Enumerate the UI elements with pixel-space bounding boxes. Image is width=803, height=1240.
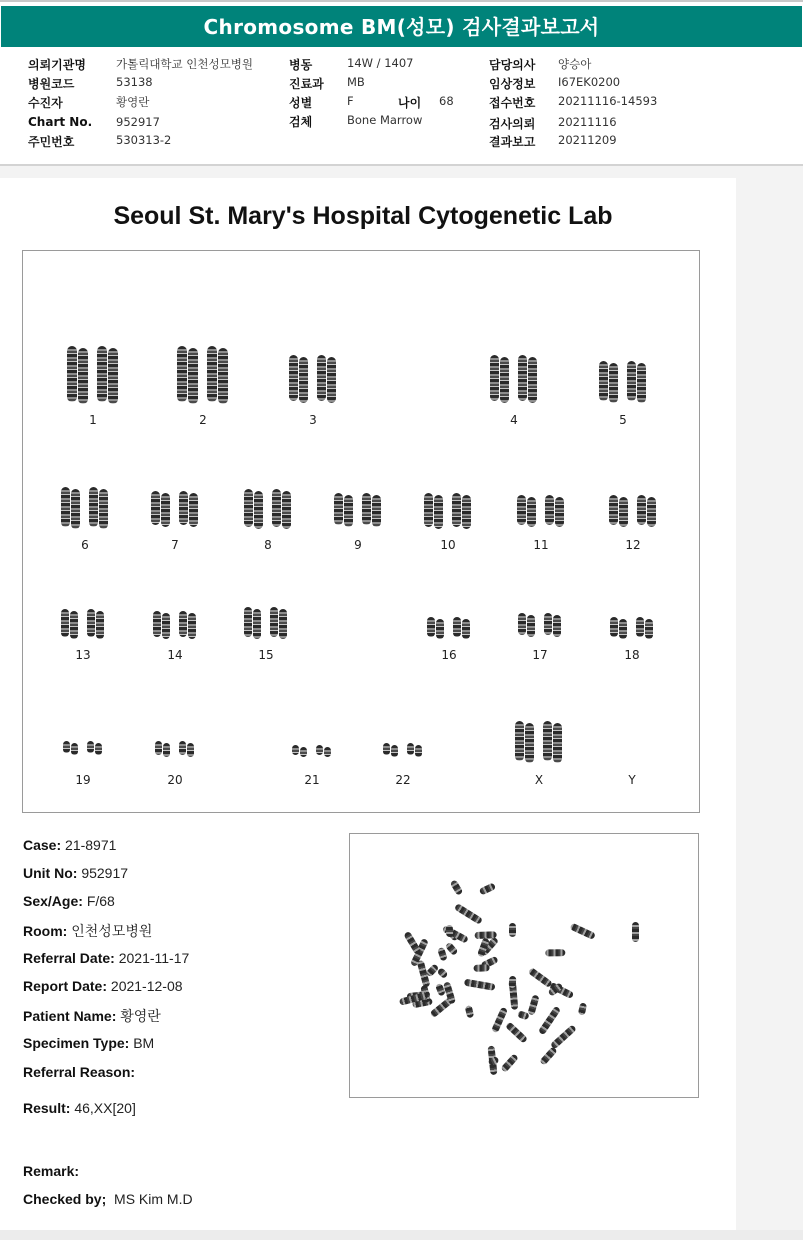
chromosome-pair-10: [424, 493, 472, 529]
chromatid: [553, 723, 562, 763]
metaphase-chromosome: [454, 903, 483, 925]
chromosome-pair-15: [244, 607, 288, 639]
chromatid: [282, 491, 291, 529]
metaphase-chromosome: [509, 976, 517, 988]
chromatid: [95, 743, 102, 755]
chromosome-pair-9: [334, 493, 382, 527]
info-value: 가톨릭대학교 인천성모병원: [116, 57, 253, 71]
chromatid: [189, 493, 198, 527]
chromatid: [407, 743, 414, 755]
chromatid: [270, 607, 278, 637]
chromosome-label: 20: [167, 773, 183, 787]
chromatid: [108, 348, 118, 404]
chromatid: [610, 617, 618, 637]
metaphase-chromosome: [527, 994, 539, 1015]
info-value: 20211116-14593: [558, 94, 658, 108]
chromatid: [609, 495, 618, 525]
chromatid: [272, 489, 281, 527]
chromosome-label: 22: [395, 773, 411, 787]
chromosome-pair-13: [61, 609, 105, 639]
chromosome-label: 11: [533, 538, 549, 552]
chromatid: [619, 619, 627, 639]
chromosome-pair-7: [151, 491, 199, 527]
chromatid: [317, 355, 326, 401]
metaphase-chromosome: [500, 1053, 519, 1073]
info-label: 진료과: [289, 77, 324, 91]
remark-row: [23, 1163, 79, 1179]
remark-label: Remark:: [23, 1163, 80, 1179]
report-date-row: [23, 978, 183, 994]
chromosome-label: 12: [625, 538, 641, 552]
chromatid: [299, 357, 308, 403]
metaphase-chromosome: [463, 979, 495, 991]
detail-label: Case:: [23, 837, 62, 853]
info-label: 주민번호: [28, 135, 75, 149]
chromatid: [179, 611, 187, 637]
chromosome-label: 21: [304, 773, 320, 787]
chromatid: [177, 346, 187, 402]
detail-label: Room:: [23, 923, 68, 939]
chromatid: [344, 495, 353, 527]
chromatid: [544, 613, 552, 635]
chromatid: [647, 497, 656, 527]
chromosome-pair-3: [289, 355, 337, 403]
result-row: [23, 1100, 136, 1116]
chromatid: [71, 489, 80, 529]
chromatid: [415, 745, 422, 757]
info-label: Chart No.: [28, 115, 93, 129]
chromatid: [527, 497, 536, 527]
chromatid: [334, 493, 343, 525]
referral-reason-row: [23, 1064, 135, 1080]
info-label: 병원코드: [28, 77, 75, 91]
chromatid: [527, 615, 535, 637]
info-label: 검체: [289, 115, 313, 129]
chromatid: [71, 743, 78, 755]
chromatid: [244, 489, 253, 527]
chromatid: [179, 741, 186, 755]
chromatid: [61, 487, 70, 527]
chromosome-pair-4: [490, 355, 538, 403]
chromatid: [99, 489, 108, 529]
chromosome-label: 2: [199, 413, 207, 427]
chromatid: [316, 745, 323, 755]
info-value: 양승아: [558, 57, 592, 71]
chromatid: [500, 357, 509, 403]
detail-value: 황영란: [120, 1008, 161, 1024]
info-label: 수진자: [28, 96, 63, 110]
chromatid: [599, 361, 608, 401]
chromatid: [324, 747, 331, 757]
info-label: 검사의뢰: [489, 117, 536, 131]
chromatid: [555, 497, 564, 527]
chromatid: [63, 741, 70, 753]
chromatid: [528, 357, 537, 403]
info-value: 68: [439, 94, 454, 108]
report-title-bar: [1, 6, 802, 47]
metaphase-chromosome: [528, 967, 553, 988]
chromosome-label: 10: [440, 538, 456, 552]
metaphase-chromosome: [550, 1024, 577, 1049]
chromosome-pair-14: [153, 611, 197, 639]
chromosome-label: 3: [309, 413, 317, 427]
chromosome-label: 5: [619, 413, 627, 427]
chromosome-pair-1: [67, 346, 119, 404]
top-border: [0, 0, 803, 2]
chromosome-label: 8: [264, 538, 272, 552]
chromatid: [279, 609, 287, 639]
chromatid: [637, 363, 646, 403]
unit-row: [23, 865, 128, 881]
detail-label: Patient Name:: [23, 1008, 117, 1024]
chromatid: [97, 346, 107, 402]
chromatid: [490, 355, 499, 401]
chromosome-pair-6: [61, 487, 109, 529]
chromatid: [434, 495, 443, 529]
bottom-scrollbar-area: [0, 1230, 803, 1240]
chromatid: [545, 495, 554, 525]
chromosome-label: 18: [624, 648, 640, 662]
chromosome-pair-20: [155, 741, 195, 757]
metaphase-chromosome: [474, 964, 490, 972]
detail-value: 952917: [81, 865, 129, 881]
chromatid: [543, 721, 552, 761]
info-value: 14W / 1407: [347, 56, 414, 70]
chromatid: [253, 609, 261, 639]
chromatid: [188, 613, 196, 639]
chromosome-label: 19: [75, 773, 91, 787]
detail-label: Sex/Age:: [23, 893, 83, 909]
info-label: 나이: [398, 96, 422, 110]
info-value: 53138: [116, 75, 153, 89]
chromatid: [462, 495, 471, 529]
chromatid: [391, 745, 398, 757]
info-value: F: [347, 94, 354, 108]
chromatid: [327, 357, 336, 403]
info-value: MB: [347, 75, 365, 89]
info-value: I67EK0200: [558, 75, 621, 89]
metaphase-chromosome: [479, 882, 496, 895]
chromatid: [462, 619, 470, 639]
chromosome-label: 1: [89, 413, 97, 427]
chromatid: [87, 741, 94, 753]
info-label: 결과보고: [489, 135, 536, 149]
chromosome-label: 16: [441, 648, 457, 662]
chromatid: [67, 346, 77, 402]
chromosome-pair-19: [63, 741, 103, 755]
chromatid: [162, 613, 170, 639]
case-row: [23, 837, 116, 853]
info-label: 임상정보: [489, 77, 536, 91]
chromatid: [244, 607, 252, 637]
chromatid: [151, 491, 160, 525]
chromosome-label: 4: [510, 413, 518, 427]
chromosome-pair-5: [599, 361, 647, 403]
chromatid: [517, 495, 526, 525]
chromatid: [70, 611, 78, 639]
metaphase-chromosome: [546, 949, 566, 956]
chromatid: [218, 348, 228, 404]
chromatid: [383, 743, 390, 755]
chromatid: [645, 619, 653, 639]
chromatid: [300, 747, 307, 757]
chromosome-label: 6: [81, 538, 89, 552]
metaphase-chromosome: [509, 923, 516, 937]
chromatid: [619, 497, 628, 527]
metaphase-chromosome: [632, 922, 639, 942]
chromatid: [637, 495, 646, 525]
chromatid: [525, 723, 534, 763]
chromosome-pair-17: [518, 613, 562, 637]
chromosome-label: Y: [628, 773, 636, 787]
checked-value: MS Kim M.D: [114, 1191, 193, 1207]
detail-value: 인천성모병원: [71, 923, 153, 939]
chromatid: [553, 615, 561, 637]
chromosome-pair-12: [609, 495, 657, 527]
chromosome-pair-8: [244, 489, 292, 529]
metaphase-chromosome: [569, 922, 596, 940]
info-value: 20211116: [558, 115, 617, 129]
metaphase-chromosome: [505, 1022, 528, 1044]
chromatid: [292, 745, 299, 755]
chromatid: [153, 611, 161, 637]
sex-age-row: [23, 893, 115, 909]
chromatid: [424, 493, 433, 527]
chromatid: [452, 493, 461, 527]
chromatid: [61, 609, 69, 637]
chromatid: [161, 493, 170, 527]
chromatid: [87, 609, 95, 637]
checked-by-row: [23, 1191, 193, 1207]
chromosome-pair-11: [517, 495, 565, 527]
metaphase-chromosome: [465, 1006, 474, 1019]
info-label: 의뢰기관명: [28, 58, 86, 72]
checked-label: Checked by;: [23, 1191, 107, 1207]
chromatid: [636, 617, 644, 637]
chromatid: [515, 721, 524, 761]
chromatid: [254, 491, 263, 529]
chromatid: [207, 346, 217, 402]
chromosome-label: 14: [167, 648, 183, 662]
chromosome-label: X: [534, 773, 544, 787]
chromosome-pair-16: [427, 617, 471, 639]
patient-info-panel: [0, 47, 803, 165]
info-label: 병동: [289, 58, 313, 72]
metaphase-chromosome: [446, 925, 453, 937]
chromatid: [78, 348, 88, 404]
info-label: 성별: [289, 96, 313, 110]
chromatid: [518, 613, 526, 635]
referral-date-row: [23, 950, 189, 966]
chromatid: [179, 491, 188, 525]
chromosome-label: 9: [354, 538, 362, 552]
chromosome-pair-X: [515, 721, 563, 763]
chromatid: [627, 361, 636, 401]
chromosome-label: 17: [532, 648, 548, 662]
chromatid: [609, 363, 618, 403]
chromatid: [427, 617, 435, 637]
karyogram-image: [22, 250, 700, 813]
metaphase-chromosome: [578, 1002, 587, 1015]
chromatid: [362, 493, 371, 525]
specimen-row: [23, 1035, 154, 1051]
chromosome-label: 13: [75, 648, 91, 662]
info-label: 접수번호: [489, 96, 536, 110]
detail-value: F/68: [86, 893, 115, 909]
detail-label: Specimen Type:: [23, 1035, 130, 1051]
chromatid: [89, 487, 98, 527]
detail-label: Referral Date:: [23, 950, 115, 966]
chromosome-label: 15: [258, 648, 274, 662]
metaphase-chromosome: [491, 1007, 508, 1034]
info-label: 담당의사: [489, 58, 536, 72]
info-value: 952917: [116, 115, 160, 129]
metaphase-image: [349, 833, 699, 1098]
chromatid: [518, 355, 527, 401]
info-value: 20211209: [558, 133, 617, 147]
info-value: 530313-2: [116, 133, 172, 147]
chromosome-pair-22: [383, 743, 423, 757]
detail-value: 21-8971: [65, 837, 117, 853]
patient-name-row: [23, 1006, 161, 1026]
chromatid: [96, 611, 104, 639]
detail-label: Unit No:: [23, 865, 78, 881]
metaphase-chromosome: [538, 1006, 561, 1036]
detail-value: 2021-12-08: [110, 978, 183, 994]
lab-title: Seoul St. Mary's Hospital Cytogenetic Lab: [113, 202, 613, 230]
detail-value: BM: [133, 1035, 155, 1051]
chromatid: [436, 619, 444, 639]
detail-label: Report Date:: [23, 978, 108, 994]
chromosome-pair-18: [610, 617, 654, 639]
metaphase-chromosome: [540, 1046, 558, 1065]
chromatid: [289, 355, 298, 401]
metaphase-chromosome: [449, 879, 463, 896]
chromosome-label: 7: [171, 538, 179, 552]
detail-value: 2021-11-17: [118, 950, 190, 966]
chromatid: [372, 495, 381, 527]
info-value: 황영란: [116, 95, 150, 109]
chromatid: [163, 743, 170, 757]
room-row: [23, 921, 152, 941]
chromatid: [155, 741, 162, 755]
chromosome-pair-2: [177, 346, 229, 404]
result-label: Result:: [23, 1100, 71, 1116]
chromatid: [188, 348, 198, 404]
chromosome-pair-21: [292, 745, 332, 757]
metaphase-chromosome: [437, 967, 449, 979]
chromatid: [187, 743, 194, 757]
info-value: Bone Marrow: [347, 113, 423, 127]
report-title: Chromosome BM(성모) 검사결과보고서: [203, 15, 600, 39]
chromatid: [453, 617, 461, 637]
result-value: 46,XX[20]: [74, 1100, 136, 1116]
detail-label: Referral Reason:: [23, 1064, 136, 1080]
